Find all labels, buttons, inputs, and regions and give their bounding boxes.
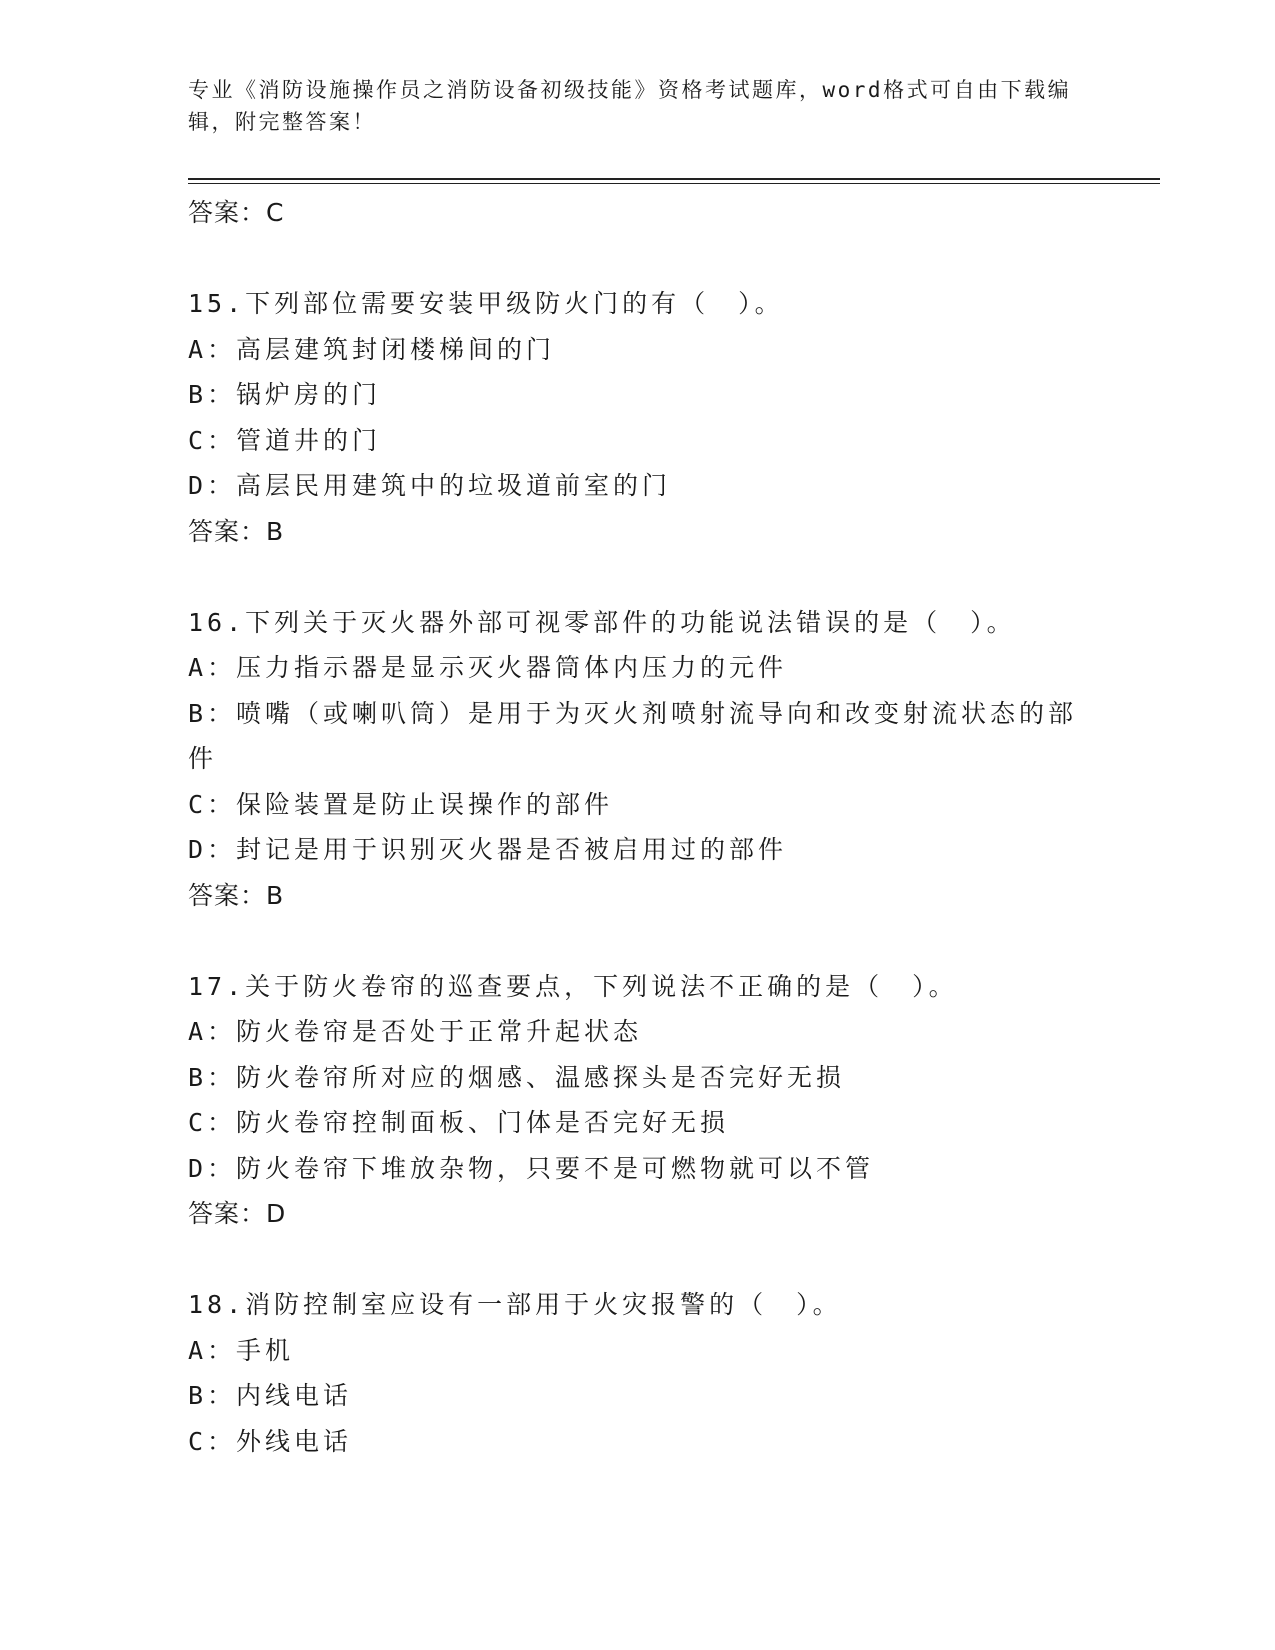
option-c: C：管道井的门	[188, 425, 382, 455]
question-stem: 16.下列关于灭火器外部可视零部件的功能说法错误的是（ ）。	[188, 607, 1016, 637]
question-stem: 18.消防控制室应设有一部用于火灾报警的（ ）。	[188, 1290, 842, 1319]
question-block	[188, 964, 1088, 1237]
question-stem: 15.下列部位需要安装甲级防火门的有（ ）。	[188, 289, 784, 318]
option-d: D：防火卷帘下堆放杂物，只要不是可燃物就可以不管	[188, 1153, 875, 1183]
spacer	[188, 918, 1088, 964]
option-a: A：防火卷帘是否处于正常升起状态	[188, 1017, 643, 1046]
option-a: A：高层建筑封闭楼梯间的门	[188, 334, 556, 364]
option-b: B：内线电话	[188, 1381, 353, 1410]
page-header-text: 专业《消防设施操作员之消防设备初级技能》资格考试题库，word格式可自由下载编辑，附完整答案！	[188, 78, 1072, 134]
question-stem: 17.关于防火卷帘的巡查要点，下列说法不正确的是（ ）。	[188, 971, 958, 1001]
answer-line: 答案：C	[188, 198, 285, 227]
answer-line: 答案：B	[188, 516, 285, 546]
option-b: B：喷嘴（或喇叭筒）是用于为灭火剂喷射流导向和改变射流状态的部件	[188, 698, 1078, 773]
spacer	[188, 236, 1088, 282]
question-block	[188, 600, 1088, 919]
option-a: A：手机	[188, 1335, 295, 1365]
option-a: A：压力指示器是显示灭火器筒体内压力的元件	[188, 653, 788, 682]
option-d: D：高层民用建筑中的垃圾道前室的门	[188, 471, 672, 500]
header-divider-thick	[188, 178, 1160, 180]
option-c: C：防火卷帘控制面板、门体是否完好无损	[188, 1108, 730, 1137]
option-c: C：外线电话	[188, 1426, 353, 1456]
question-list	[188, 190, 1088, 1464]
question-block	[188, 281, 1088, 554]
option-d: D：封记是用于识别灭火器是否被启用过的部件	[188, 835, 788, 864]
option-b: B：锅炉房的门	[188, 380, 382, 409]
answer-line: 答案：B	[188, 880, 285, 910]
question-block	[188, 1282, 1088, 1464]
answer-line: 答案：D	[188, 1199, 287, 1228]
spacer	[188, 554, 1088, 600]
option-c: C：保险装置是防止误操作的部件	[188, 789, 614, 819]
option-b: B：防火卷帘所对应的烟感、温感探头是否完好无损	[188, 1062, 846, 1092]
spacer	[188, 1237, 1088, 1283]
header-divider-thin	[188, 183, 1160, 184]
